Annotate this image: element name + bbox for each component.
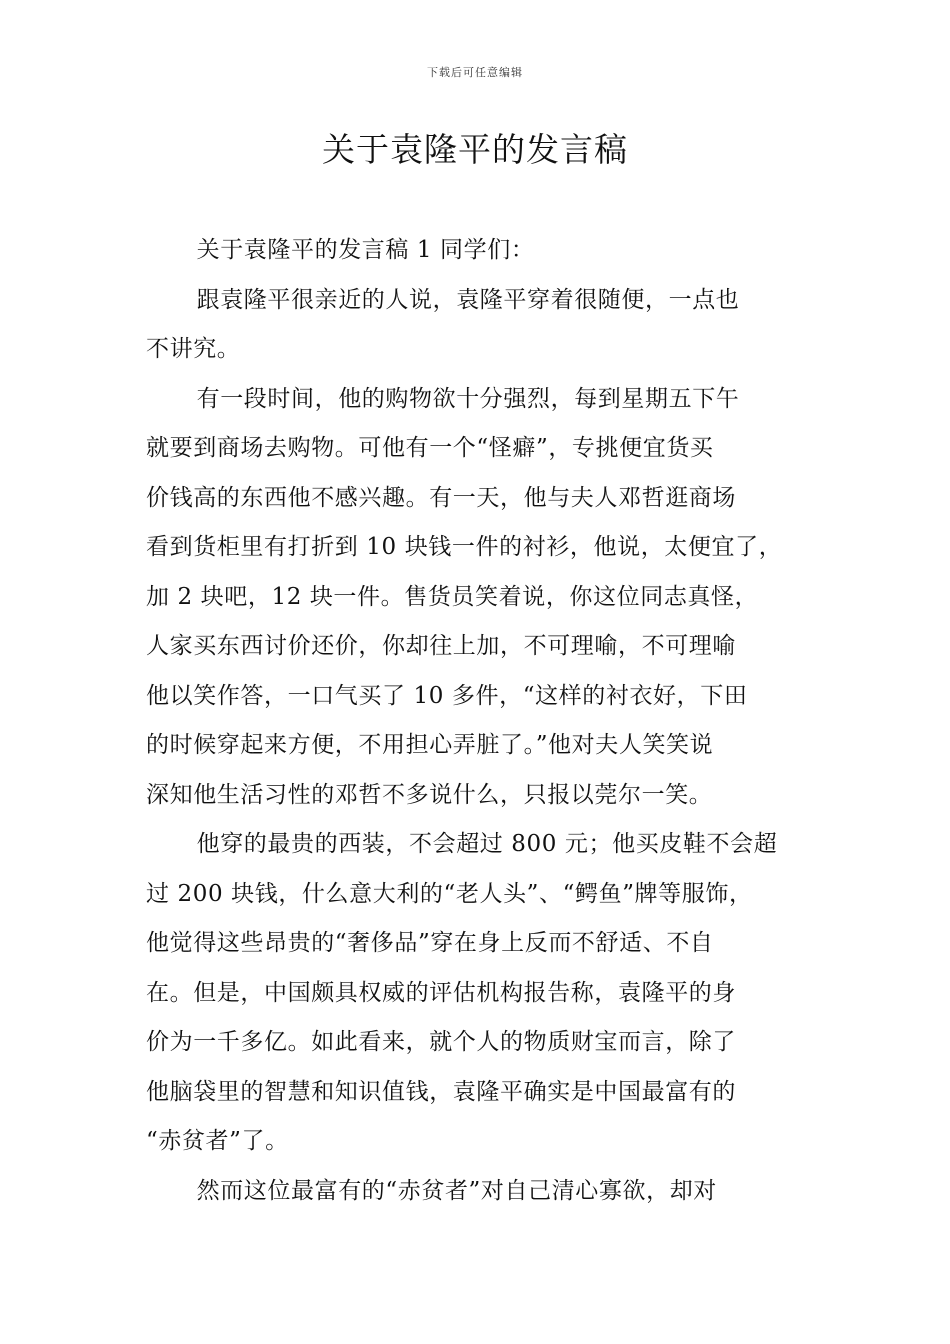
paragraph: 他穿的最贵的西装，不会超过 800 元；他买皮鞋不会超 过 200 块钱，什么意大利的“老人头”、“鳄鱼”牌等服饰， 他觉得这些昂贵的“奢侈品”穿在身上反而不舒适、不自 在。但是，中国颇具权威的评估机构报告称，袁隆平的身 价为一千多亿。如此看来，就个人的物质财宝而言，除了 他脑袋里的智慧和知识值钱，袁隆平确实是中国最富有的 “赤贫者”了。 — [146, 831, 778, 1154]
paragraph: 有一段时间，他的购物欲十分强烈，每到星期五下午 就要到商场去购物。可他有一个“怪癖”，专挑便宜货买 价钱高的东西他不感兴趣。有一天，他与夫人邓哲逛商场 看到货柜里有打折到 10 块钱一件的衬衫，他说，太便宜了， 加 2 块吧，12 块一件。售货员笑着说，你这位同志真怪， 人家买东西讨价还价，你却往上加，不可理喻，不可理喻 他以笑作答，一口气买了 10 多件，“这样的衬衣好，下田 的时候穿起来方便，不用担心弄脏了。”他对夫人笑笑说 深知他生活习性的邓哲不多说什么，只报以莞尔一笑。 — [146, 385, 783, 808]
document-body — [146, 226, 826, 1216]
paragraph: 然而这位最富有的“赤贫者”对自己清心寡欲，却对 — [196, 1177, 717, 1204]
document-title: 关于袁隆平的发言稿 — [322, 130, 628, 169]
paragraph: 关于袁隆平的发言稿 1 同学们： — [196, 237, 535, 263]
header-note: 下载后可任意编辑 — [427, 66, 523, 79]
paragraph: 跟袁隆平很亲近的人说，袁隆平穿着很随便，一点也 不讲究。 — [146, 286, 740, 362]
